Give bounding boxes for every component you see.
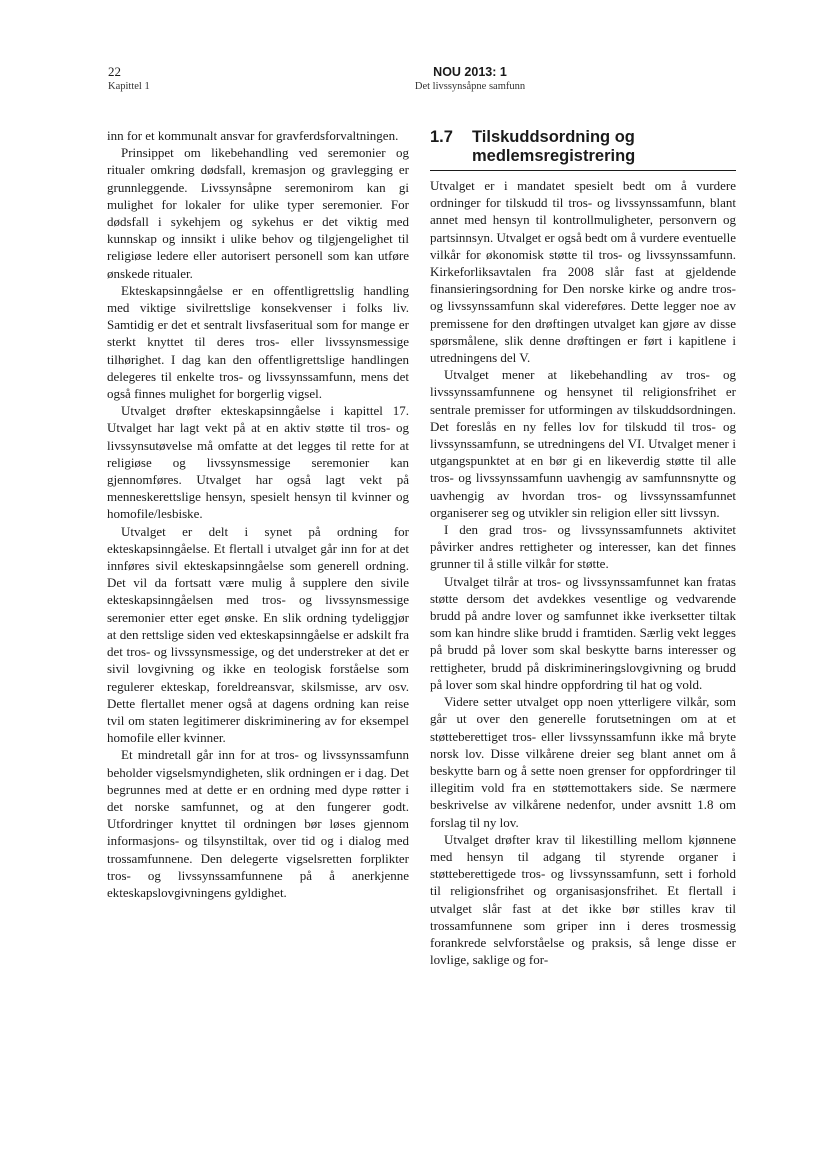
paragraph: Prinsippet om likebehandling ved seremonier og ritualer omkring dødsfall, kremasjon og gravlegging er grunnleggende. Livssynsåpne seremonirom kan gi mulighet for lokaler for ulike typer seremonier. For dødsfall i sykehjem og sykehus er det viktig med kunnskap og innsikt i ulike behov og tilgjengelighet til religiøse ledere eller autorisert personell som kan utføre ønskede ritualer. (107, 145, 409, 281)
paragraph: Videre setter utvalget opp noen ytterligere vilkår, som går ut over den generelle forutsetningen om at et støtteberettiget tros- eller livssynssamfunn ikke må bryte norsk lov. Disse vilkårene dreier seg blant annet om å beskytte barn og å sette noen grenser for oppfordringer til illegitim vold fra en støttemottakers side. Se nærmere beskrivelse av vilkårene nedenfor, under avsnitt 1.8 om forslag til ny lov. (430, 694, 736, 830)
section-title: Tilskuddsordning og medlemsregistrering (472, 128, 636, 165)
right-text-column (430, 177, 736, 968)
paragraph: Utvalget drøfter krav til likestilling mellom kjønnene med hensyn til adgang til styrende organer i støtteberettigede tros- og livssynssamfunn, sett i forhold til religionsfrihet og organisasjonsfrihet. Et flertall i utvalget slår fast at det ikke bør stilles krav til trossamfunnene som griper inn i deres trosmessig forankrede selvforståelse og praksis, så lenge disse er lovlige, saklige og for- (430, 831, 736, 968)
left-text-column (107, 127, 409, 901)
paragraph: Et mindretall går inn for at tros- og livssynssamfunn beholder vigselsmyndigheten, slik ordningen er i dag. Det begrunnes med at dette er en ordning med dype røtter i det norske samfunnet, og at den fungerer godt. Utfordringer knyttet til ordningen bør løses gjennom informasjons- og tilsynstiltak, over tid og i dialog med trossamfunnene. Den delegerte vigselsretten forplikter tros- og livssynssamfunnene på å anerkjenne ekteskapslovgivningens gyldighet. (107, 747, 409, 900)
report-title: NOU 2013: 1 (433, 65, 507, 79)
paragraph: Utvalget tilrår at tros- og livssynssamfunnet kan fratas støtte dersom det avdekkes vesentlige og vedvarende brudd på andre lover og samfunnet ikke iverksetter tiltak som kan hindre slike brudd i framtiden. Særlig vekt legges på brudd på lover som skal beskytte barns interesser og rettigheter, brudd på diskrimineringslovgivning og brudd på lover som skal hindre oppfordring til hat og vold. (430, 573, 736, 692)
paragraph: Utvalget er delt i synet på ordning for ekteskapsinngåelse. Et flertall i utvalget går inn for at det innføres sivil ekteskapsinngåelse som generell ordning. Det vil da fortsatt være mulig å supplere den sivile ekteskapsinngåelsen med tros- og livssynsmessige seremonier etter eget ønske. En slik ordning tydeliggjør at den rettslige siden ved ekteskapsinngåelse er adskilt fra det tros- og livssynsmessige, og det understreker at det er sivil lovgivning og ikke en teologisk forståelse som regulerer ekteskap, foreldreansvar, skilsmisse, arv osv. Dette flertallet mener også at dagens ordning kan reise tvil om staten legitimerer diskriminering av for eksempel homofile eller kvinner. (107, 523, 409, 746)
chapter-label: Kapittel 1 (108, 81, 150, 92)
paragraph: Utvalget drøfter ekteskapsinngåelse i kapittel 17. Utvalget har lagt vekt på at en aktiv støtte til tros- og livssynsutøvelse må omfatte at det legges til rette for at religiøse og livssynsmessige seremonier kan gjennomføres. Utvalget har også lagt vekt på menneskerettslige hensyn, spesielt hensyn til kvinner og homofile/lesbiske. (107, 403, 409, 522)
section-number: 1.7 (430, 128, 453, 146)
paragraph: Ekteskapsinngåelse er en offentligrettslig handling med viktige sivilrettslige konsekvenser i folks liv. Samtidig er det et sentralt livsfaseritual som for mange er sterkt knyttet til deres tros- eller livssynsmessige tilhørighet. I dag kan den offentligrettslige handlingen delegeres til enkelte tros- og livssynssamfunn, mens det også finnes mulighet for borgerlig vigsel. (107, 282, 409, 402)
page-header-left (108, 64, 150, 93)
section-heading (430, 128, 736, 171)
page-number: 22 (108, 64, 121, 79)
paragraph: Utvalget mener at likebehandling av tros- og livssynssamfunnene og hensynet til religionsfrihet er sentrale premisser for utformingen av tilskuddsordningen. Det foreslås en ny felles lov for tilskudd til tros- og livssynssamfunn, se utredningens del VI. Utvalget mener i utgangspunktet at en bør gi en likeverdig støtte til alle tros- og livssynssamfunn uavhengig av samfunnsnytte og uavhengig av hvordan tros- og livssynssamfunnet organiserer seg og utvikler sin religion eller sitt livssyn. (430, 367, 736, 520)
paragraph: I den grad tros- og livssynssamfunnets aktivitet påvirker andres rettigheter og interesser, kan det finnes grunner til å stille vilkår for støtte. (430, 522, 736, 572)
paragraph: Utvalget er i mandatet spesielt bedt om å vurdere ordninger for tilskudd til tros- og livssynssamfunn, blant annet med hensyn til kontrollmuligheter, personvern og partsinnsyn. Utvalget er også bedt om å vurdere eventuelle vilkår for økonomisk støtte til tros- og livssynssamfunn. Kirkeforliksavtalen fra 2008 slår fast at gjeldende finansieringsordning for Den norske kirke og andre tros- og livssynssamfunn skal videreføres. Dette legger noe av premissene for den drøftingen utvalget kan gjøre av disse spørsmålene, slik denne drøftingen er ført i kapitlene i utredningens del V. (430, 178, 736, 366)
report-subtitle: Det livssynsåpne samfunn (414, 81, 526, 92)
page-header-center (320, 64, 620, 93)
paragraph: inn for et kommunalt ansvar for gravferdsforvaltningen. (107, 128, 399, 143)
